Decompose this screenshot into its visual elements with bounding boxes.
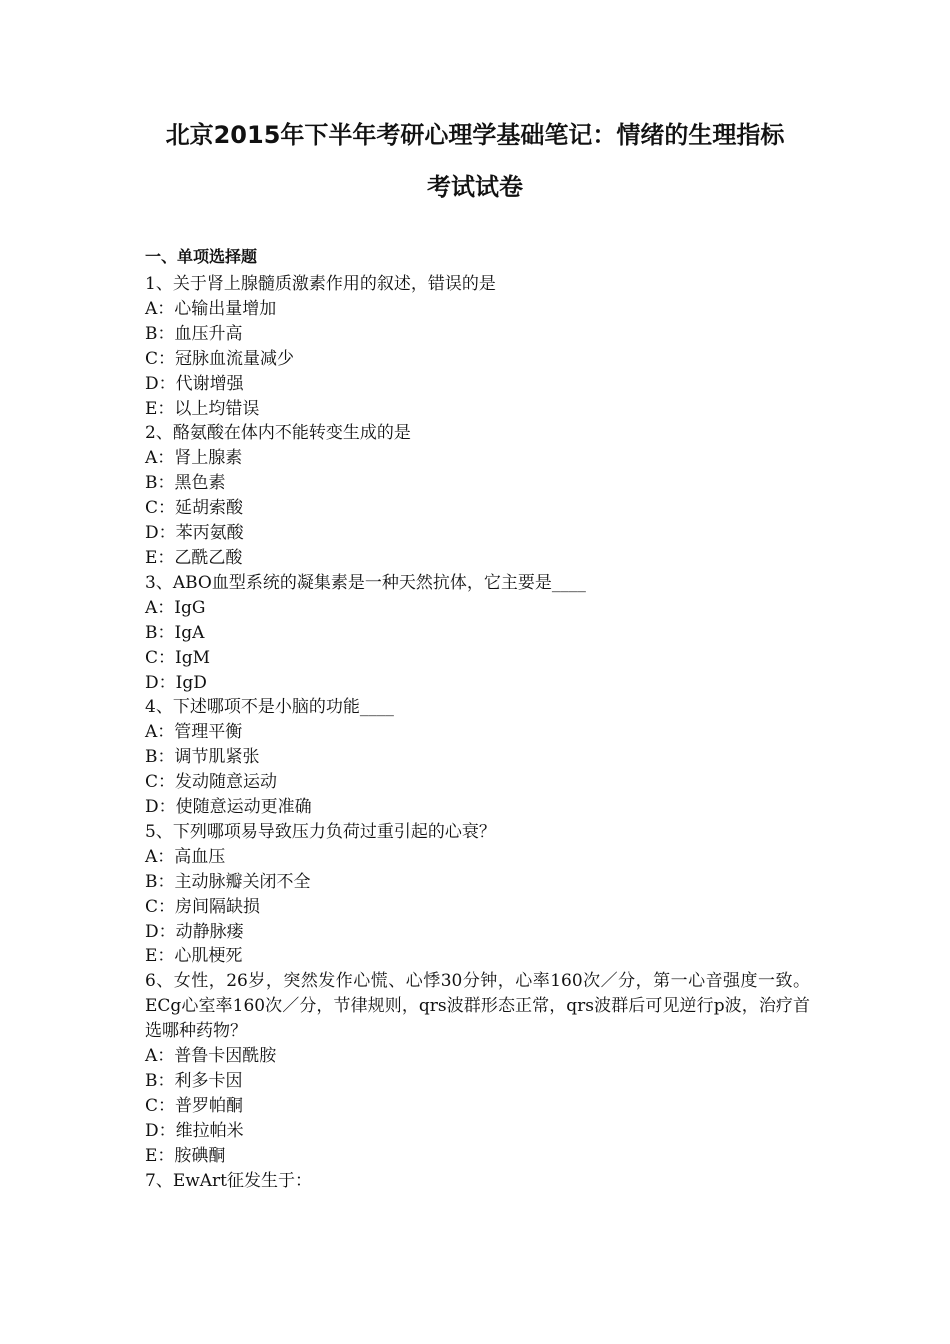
option-e: E：心肌梗死 — [145, 946, 243, 967]
option-b: B：调节肌紧张 — [145, 747, 260, 768]
option-b: B：IgA — [145, 622, 205, 643]
option-d: D：代谢增强 — [145, 373, 244, 394]
question-text: 6、女性，26岁，突然发作心慌、心悸30分钟，心率160次／分，第一心音强度一致。ECg心室率160次／分，节律规则，qrs波群形态正常，qrs波群后可见逆行p波，治疗首选哪种药物？ — [145, 971, 810, 1042]
option-d: D：维拉帕米 — [145, 1120, 244, 1141]
option-d: D：使随意运动更准确 — [145, 797, 312, 818]
option-c: C：延胡索酸 — [145, 498, 244, 519]
document-body — [145, 245, 810, 1194]
question-text: 4、下述哪项不是小脑的功能____ — [145, 697, 394, 718]
question-text: 1、关于肾上腺髓质激素作用的叙述，错误的是 — [145, 274, 496, 294]
option-a: A：普鲁卡因酰胺 — [145, 1046, 277, 1067]
option-a: A：管理平衡 — [145, 722, 243, 743]
option-c: C：冠脉血流量减少 — [145, 348, 295, 369]
option-a: A：高血压 — [145, 846, 226, 867]
option-b: B：血压升高 — [145, 323, 243, 344]
question-text: 7、EwArt征发生于： — [145, 1170, 313, 1191]
section-heading: 一、单项选择题 — [145, 247, 258, 266]
question-text: 5、下列哪项易导致压力负荷过重引起的心衰？ — [145, 821, 496, 842]
option-d: D：动静脉瘘 — [145, 921, 244, 942]
option-e: E：乙酰乙酸 — [145, 547, 243, 568]
option-a: A：心输出量增加 — [145, 298, 277, 319]
option-b: B：利多卡因 — [145, 1071, 243, 1091]
option-e: E：胺碘酮 — [145, 1145, 226, 1166]
option-c: C：普罗帕酮 — [145, 1095, 244, 1116]
option-e: E：以上均错误 — [145, 398, 260, 419]
option-b: B：主动脉瓣关闭不全 — [145, 871, 311, 892]
document-title: 北京2015年下半年考研心理学基础笔记：情绪的生理指标 — [165, 121, 785, 149]
option-c: C：房间隔缺损 — [145, 896, 261, 917]
question-text: 3、ABO血型系统的凝集素是一种天然抗体，它主要是____ — [145, 572, 586, 593]
question-text: 2、酪氨酸在体内不能转变生成的是 — [145, 423, 411, 444]
option-c: C：发动随意运动 — [145, 772, 278, 793]
option-d: D：苯丙氨酸 — [145, 523, 244, 544]
option-a: A：肾上腺素 — [145, 448, 243, 469]
document-subtitle: 考试试卷 — [427, 173, 523, 201]
option-d: D：IgD — [145, 672, 207, 693]
option-b: B：黑色素 — [145, 473, 226, 494]
option-c: C：IgM — [145, 647, 211, 668]
option-a: A：IgG — [145, 597, 206, 618]
